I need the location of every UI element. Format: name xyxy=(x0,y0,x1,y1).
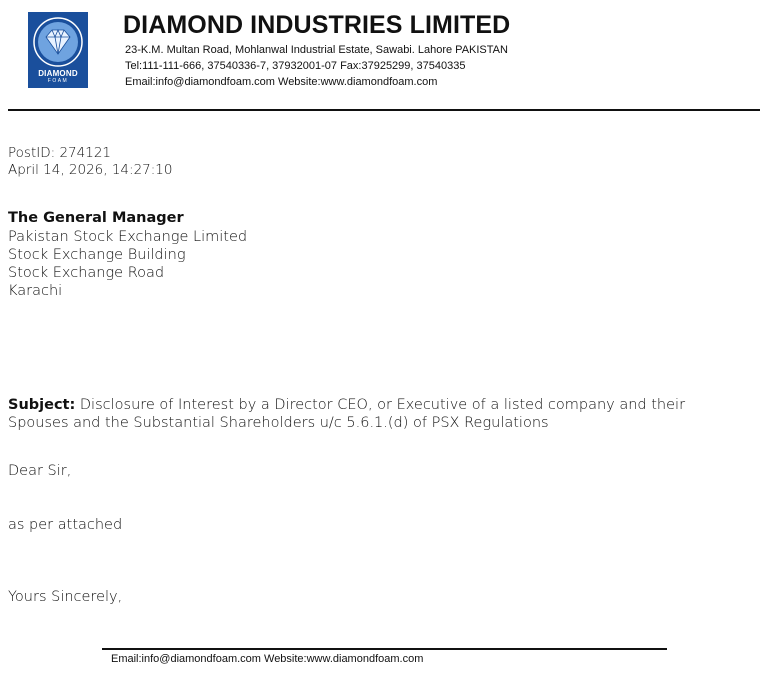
salutation: Dear Sir, xyxy=(8,463,72,479)
company-email-web: Email:info@diamondfoam.com Website:www.diamondfoam.com xyxy=(125,76,438,88)
recipient-title: The General Manager xyxy=(8,210,184,226)
letter-body: as per attached xyxy=(8,517,123,533)
post-date: April 14, 2026, 14:27:10 xyxy=(8,162,173,178)
company-phone-fax: Tel:111-111-666, 37540336-7, 37932001-07 Fax:37925299, 37540335 xyxy=(125,60,466,72)
closing: Yours Sincerely, xyxy=(8,589,123,605)
recipient-line: Pakistan Stock Exchange Limited xyxy=(8,229,248,245)
recipient-line: Karachi xyxy=(8,283,63,299)
subject-text: Disclosure of Interest by a Director CEO, or Executive of a listed company and their Spouses and the Substantial Shareholders u/c 5.6.1.(d) of PSX Regulations xyxy=(8,397,686,431)
header-divider xyxy=(8,109,760,111)
company-address: 23-K.M. Multan Road, Mohlanwal Industrial Estate, Sawabi. Lahore PAKISTAN xyxy=(125,44,508,56)
logo-brand: DIAMOND xyxy=(38,69,78,78)
footer-contact: Email:info@diamondfoam.com Website:www.diamondfoam.com xyxy=(111,653,424,665)
company-logo xyxy=(28,12,88,88)
post-id: PostID: 274121 xyxy=(8,145,111,161)
logo-sub: FOAM xyxy=(47,78,69,84)
recipient-line: Stock Exchange Road xyxy=(8,265,165,281)
footer-divider xyxy=(102,648,667,650)
subject xyxy=(8,396,708,432)
diamond-icon xyxy=(32,16,84,68)
subject-label: Subject: xyxy=(8,397,76,413)
company-name: DIAMOND INDUSTRIES LIMITED xyxy=(123,11,511,39)
recipient-line: Stock Exchange Building xyxy=(8,247,186,263)
